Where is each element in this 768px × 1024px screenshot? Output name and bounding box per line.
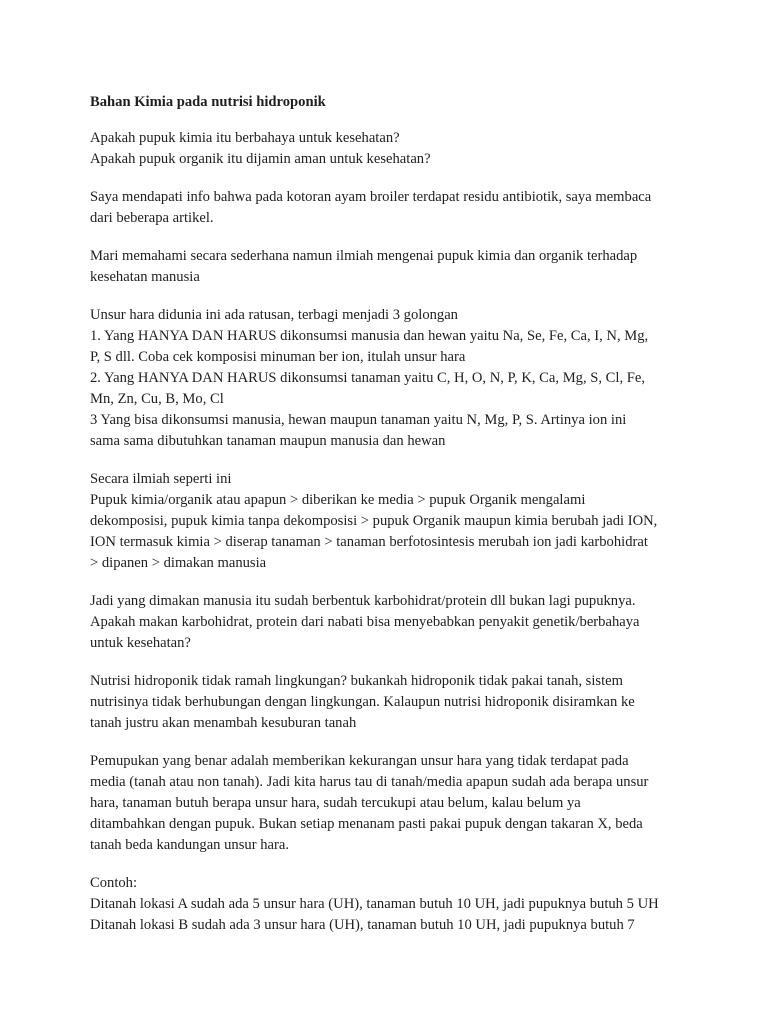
text-line: Mn, Zn, Cu, B, Mo, Cl <box>90 391 224 407</box>
text-line: Mari memahami secara sederhana namun ilmiah mengenai pupuk kimia dan organik terhadap <box>90 248 638 264</box>
text-line: media (tanah atau non tanah). Jadi kita harus tau di tanah/media apapun sudah ada berapa unsur <box>90 774 649 790</box>
document-page <box>90 92 690 953</box>
document-title: Bahan Kimia pada nutrisi hidroponik <box>90 94 326 110</box>
text-line: 1. Yang HANYA DAN HARUS dikonsumsi manusia dan hewan yaitu Na, Se, Fe, Ca, I, N, Mg, <box>90 328 649 344</box>
text-line: tanah justru akan menambah kesuburan tanah <box>90 715 357 731</box>
text-line: Ditanah lokasi B sudah ada 3 unsur hara (UH), tanaman butuh 10 UH, jadi pupuknya butuh 7 <box>90 917 635 933</box>
paragraph-fertilizing <box>90 751 690 856</box>
paragraph-carbohydrate <box>90 591 690 654</box>
text-line: Nutrisi hidroponik tidak ramah lingkungan? bukankah hidroponik tidak pakai tanah, sistem <box>90 673 623 689</box>
paragraph-nutrient-groups <box>90 305 690 452</box>
text-line: Saya mendapati info bahwa pada kotoran ayam broiler terdapat residu antibiotik, saya membaca <box>90 189 652 205</box>
paragraph-environment <box>90 671 690 734</box>
text-line: 2. Yang HANYA DAN HARUS dikonsumsi tanaman yaitu C, H, O, N, P, K, Ca, Mg, S, Cl, Fe, <box>90 370 646 386</box>
text-line: 3 Yang bisa dikonsumsi manusia, hewan maupun tanaman yaitu N, Mg, P, S. Artinya ion ini <box>90 412 627 428</box>
text-line: > dipanen > dimakan manusia <box>90 555 267 571</box>
text-line: tanah beda kandungan unsur hara. <box>90 837 289 853</box>
paragraph-example <box>90 873 690 936</box>
text-line: Pupuk kimia/organik atau apapun > diberikan ke media > pupuk Organik mengalami <box>90 492 586 508</box>
text-line: Jadi yang dimakan manusia itu sudah berbentuk karbohidrat/protein dll bukan lagi pupuknya. <box>90 593 636 609</box>
text-line: Apakah pupuk kimia itu berbahaya untuk kesehatan? <box>90 130 400 146</box>
text-line: Pemupukan yang benar adalah memberikan kekurangan unsur hara yang tidak terdapat pada <box>90 753 629 769</box>
text-line: untuk kesehatan? <box>90 635 191 651</box>
text-line: Ditanah lokasi A sudah ada 5 unsur hara (UH), tanaman butuh 10 UH, jadi pupuknya butuh 5 UH <box>90 896 659 912</box>
text-line: dekomposisi, pupuk kimia tanpa dekomposisi > pupuk Organik maupun kimia berubah jadi ION, <box>90 513 658 529</box>
text-line: Apakah makan karbohidrat, protein dari nabati bisa menyebabkan penyakit genetik/berbahaya <box>90 614 640 630</box>
text-line: dari beberapa artikel. <box>90 210 214 226</box>
text-line: sama sama dibutuhkan tanaman maupun manusia dan hewan <box>90 433 446 449</box>
paragraph-scientific-process <box>90 469 690 574</box>
paragraph-antibiotic-info <box>90 187 690 229</box>
text-line: P, S dll. Coba cek komposisi minuman ber ion, itulah unsur hara <box>90 349 466 365</box>
text-line: Secara ilmiah seperti ini <box>90 471 232 487</box>
text-line: Apakah pupuk organik itu dijamin aman untuk kesehatan? <box>90 151 431 167</box>
paragraph-intro <box>90 246 690 288</box>
text-line: kesehatan manusia <box>90 269 200 285</box>
paragraph-questions <box>90 128 690 170</box>
text-line: ION termasuk kimia > diserap tanaman > tanaman berfotosintesis merubah ion jadi karbohidrat <box>90 534 648 550</box>
text-line: hara, tanaman butuh berapa unsur hara, sudah tercukupi atau belum, kalau belum ya <box>90 795 581 811</box>
text-line: Contoh: <box>90 875 138 891</box>
text-line: ditambahkan dengan pupuk. Bukan setiap menanam pasti pakai pupuk dengan takaran X, beda <box>90 816 643 832</box>
text-line: Unsur hara didunia ini ada ratusan, terbagi menjadi 3 golongan <box>90 307 458 323</box>
text-line: nutrisinya tidak berhubungan dengan lingkungan. Kalaupun nutrisi hidroponik disiramkan ke <box>90 694 635 710</box>
